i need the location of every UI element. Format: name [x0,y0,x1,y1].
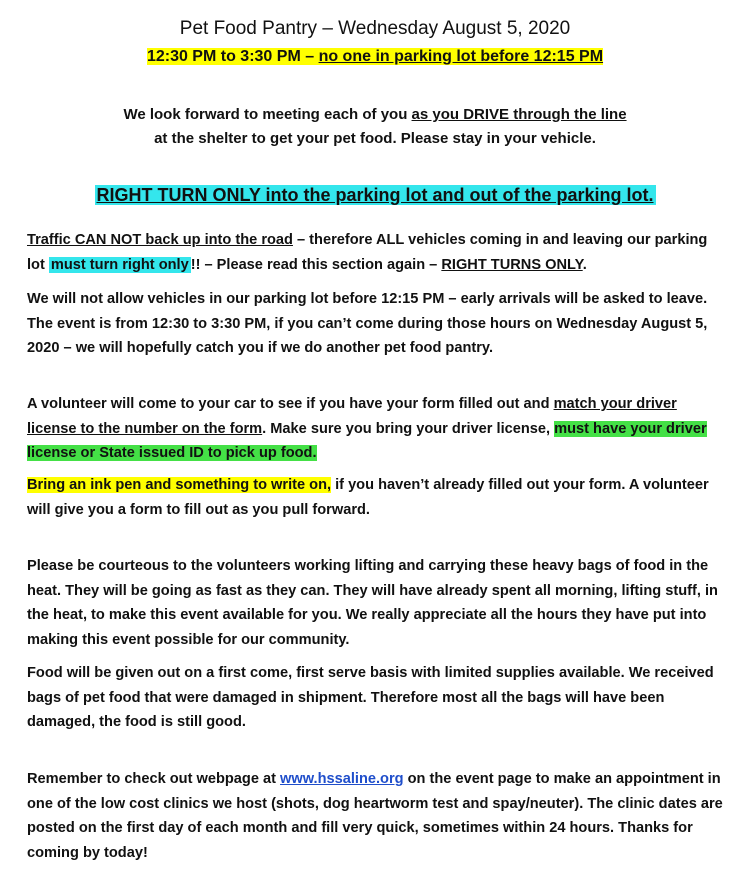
right-turn-banner [0,185,750,206]
website-link[interactable]: www.hssaline.org [280,771,404,787]
traffic-warning: Traffic CAN NOT back up into the road [27,232,293,248]
parking-note: no one in parking lot before 12:15 PM [318,48,604,65]
pen-highlight: Bring an ink pen and something to write on, [27,477,332,493]
intro-line-1-start: We look forward to meeting each of you [123,106,412,123]
webpage-text: Remember to check out webpage at [27,771,281,787]
pen-text: if you haven’t already filled out your form. A volunteer will give you a form to fill out as you pull forward. [27,477,709,518]
turn-right-highlight: must turn right only [50,256,189,273]
arrival-paragraph: We will not allow vehicles in our parking lot before 12:15 PM – early arrivals will be asked to leave. The event is from 12:30 to 3:30 PM, if you can’t come during those hours on Wednesday August 5, 2020 – we will hopefully catch you if we do another pet food pantry. [27,291,708,356]
right-turns-only: RIGHT TURNS ONLY [441,256,583,273]
traffic-end: . [582,256,587,273]
volunteer-paragraph [27,392,727,466]
webpage-text-2: on the event page to make an appointment in one of the low cost clinics we host (shots, dog heartworm test and spay/neuter). The clinic dates are posted on the first day of each month and fill very quick, sometimes within 24 hours. Thanks for coming by today! [27,771,723,861]
pen-paragraph [27,473,727,522]
intro-drive-note: as you DRIVE through the line [411,106,627,123]
courtesy-paragraph: Please be courteous to the volunteers working lifting and carrying these heavy bags of food in the heat. They will be going as fast as they can. They will have already spent all morning, lifting stuff, in the heat, to make this event available for you. We really appreciate all the hours they have put into making this event possible for our community. [27,558,718,648]
intro-line-1 [0,103,750,127]
volunteer-text: A volunteer will come to your car to see if you have your form filled out and [27,396,554,412]
intro-line-2: at the shelter to get your pet food. Please stay in your vehicle. [154,130,596,147]
traffic-text-2: !! – Please read this section again – [190,256,442,273]
event-hours [0,48,750,66]
page-title: Pet Food Pantry – Wednesday August 5, 2020 [179,18,571,39]
volunteer-text-2: . Make sure you bring your driver license, [262,420,555,437]
traffic-paragraph [27,228,727,277]
right-turn-text: RIGHT TURN ONLY into the parking lot and out of the parking lot. [96,185,654,205]
license-match-note: match your driver license to the number on the form [27,396,677,437]
hours-highlight [147,48,603,65]
food-paragraph: Food will be given out on a first come, first serve basis with limited supplies available. We received bags of pet food that were damaged in shipment. Therefore most all the bags will have been damaged, the food is still good. [27,665,714,730]
id-required-highlight: must have your driver license or State issued ID to pick up food. [27,420,707,461]
intro-text [0,103,750,151]
traffic-text: – therefore ALL vehicles coming in and leaving our parking lot [27,232,708,273]
hours-text: 12:30 PM to 3:30 PM – [146,48,319,65]
webpage-paragraph [27,767,727,865]
